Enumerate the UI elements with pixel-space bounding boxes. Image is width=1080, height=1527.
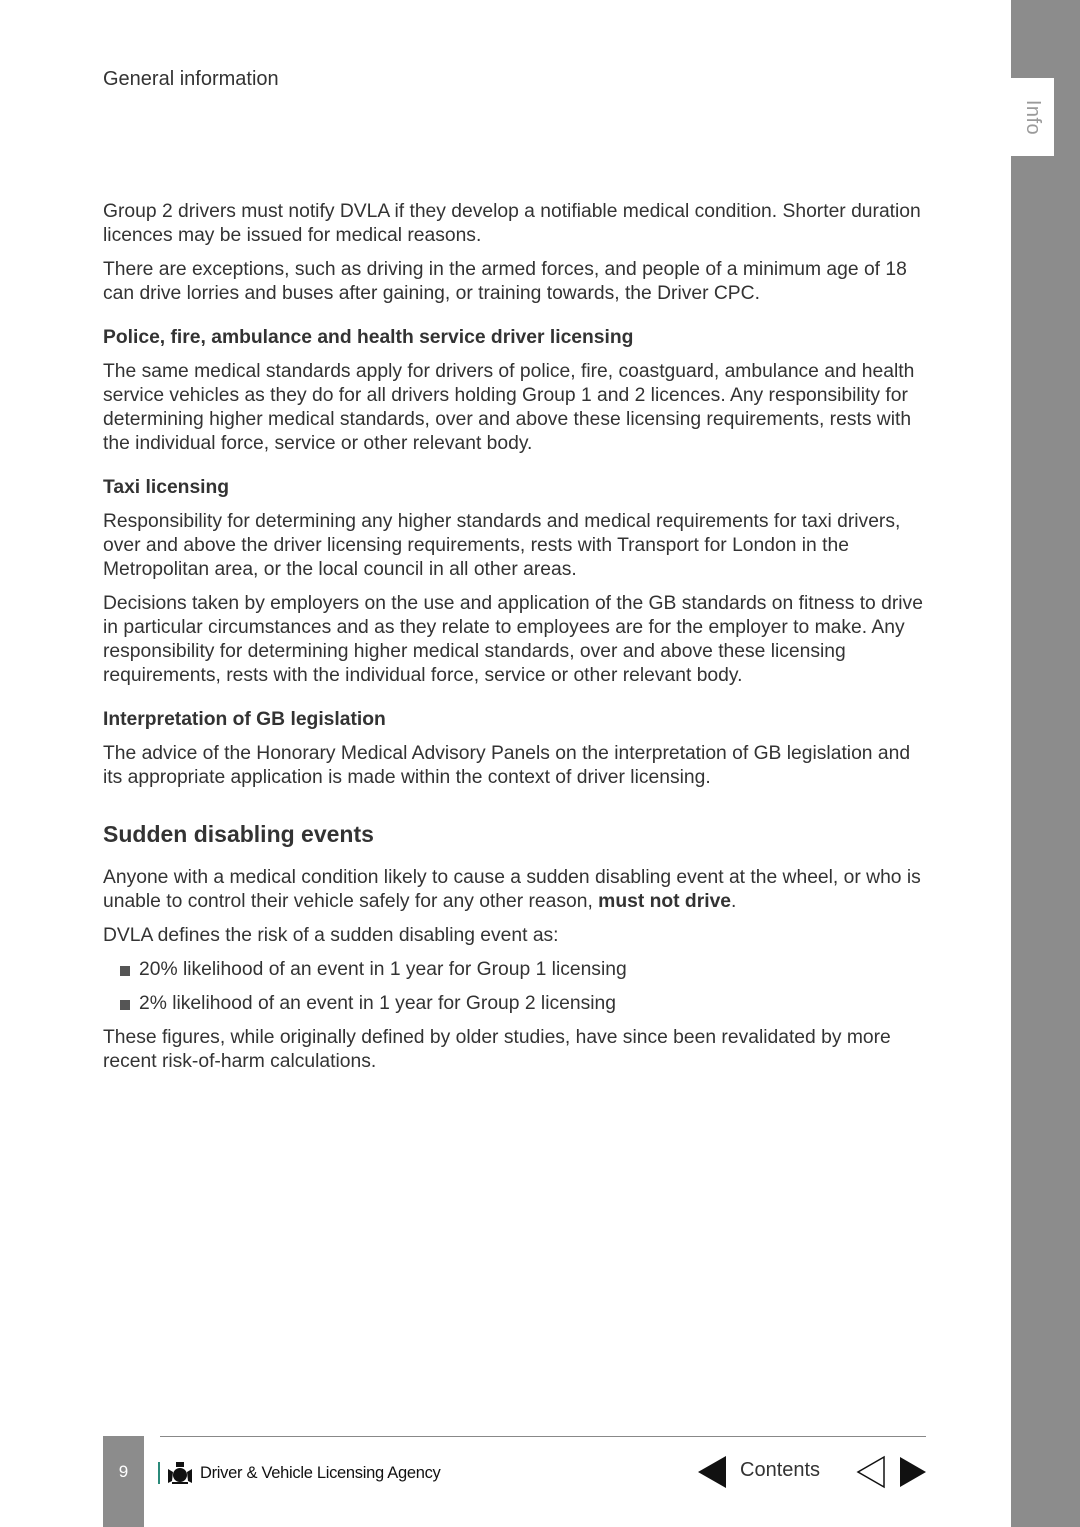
bullet-list: [103, 958, 928, 1016]
side-bar: [1011, 0, 1080, 1527]
previous-page-icon[interactable]: [698, 1456, 726, 1488]
paragraph: Responsibility for determining any higher standards and medical requirements for taxi drivers, over and above the driver licensing requirements, rests with Transport for London in the Metropolitan area, or the local council in all other areas.: [103, 511, 901, 580]
agency-logo: [158, 1460, 441, 1486]
page-number: 9: [103, 1436, 144, 1527]
text-span: .: [731, 891, 737, 912]
paragraph: DVLA defines the risk of a sudden disabling event as:: [103, 925, 559, 946]
agency-name: Driver & Vehicle Licensing Agency: [200, 1463, 441, 1482]
back-arrow-icon[interactable]: [856, 1455, 886, 1489]
paragraph: [103, 866, 928, 914]
contents-link[interactable]: Contents: [740, 1459, 821, 1481]
list-item: 2% likelihood of an event in 1 year for Group 2 licensing: [103, 992, 928, 1016]
running-head: General information: [103, 68, 279, 90]
emphasis: must not drive: [598, 891, 732, 912]
paragraph: The advice of the Honorary Medical Advisory Panels on the interpretation of GB legislation and its appropriate application is made within the context of driver licensing.: [103, 743, 911, 788]
royal-crest-icon: [166, 1461, 194, 1485]
paragraph: The same medical standards apply for drivers of police, fire, coastguard, ambulance and health service vehicles as they do for all drivers holding Group 1 and 2 licences. Any responsibility for determining higher medical standards, over and above these licensing requirements, rests with the individual force, service or other relevant body.: [103, 361, 915, 454]
page-content: [103, 200, 928, 1084]
paragraph: Group 2 drivers must notify DVLA if they develop a notifiable medical condition. Shorter duration licences may be issued for medical reasons.: [103, 201, 921, 246]
section-heading-interpretation: Interpretation of GB legislation: [103, 709, 386, 730]
text-span: Anyone with a medical condition likely to cause a sudden disabling event at the wheel, or who is unable to control their vehicle safely for any other reason,: [103, 867, 921, 912]
section-tab-label: Info: [1021, 99, 1044, 135]
list-item: 20% likelihood of an event in 1 year for Group 1 licensing: [103, 958, 928, 982]
paragraph: These figures, while originally defined by older studies, have since been revalidated by more recent risk-of-harm calculations.: [103, 1027, 891, 1072]
footer-divider: [160, 1436, 926, 1437]
paragraph: Decisions taken by employers on the use and application of the GB standards on fitness to drive in particular circumstances and as they relate to employees are for the employer to make. Any responsibility for determining higher medical standards, over and above these licensing requirements, rests with the individual force, service or other relevant body.: [103, 593, 923, 686]
paragraph: There are exceptions, such as driving in the armed forces, and people of a minimum age of 18 can drive lorries and buses after gaining, or training towards, the Driver CPC.: [103, 259, 907, 304]
section-heading-police: Police, fire, ambulance and health service driver licensing: [103, 327, 634, 348]
section-heading-taxi: Taxi licensing: [103, 477, 230, 498]
next-page-icon[interactable]: [898, 1455, 928, 1489]
logo-divider: [158, 1462, 160, 1484]
section-heading-sudden-disabling-events: Sudden disabling events: [103, 821, 374, 847]
section-tab-info[interactable]: [1011, 78, 1054, 156]
